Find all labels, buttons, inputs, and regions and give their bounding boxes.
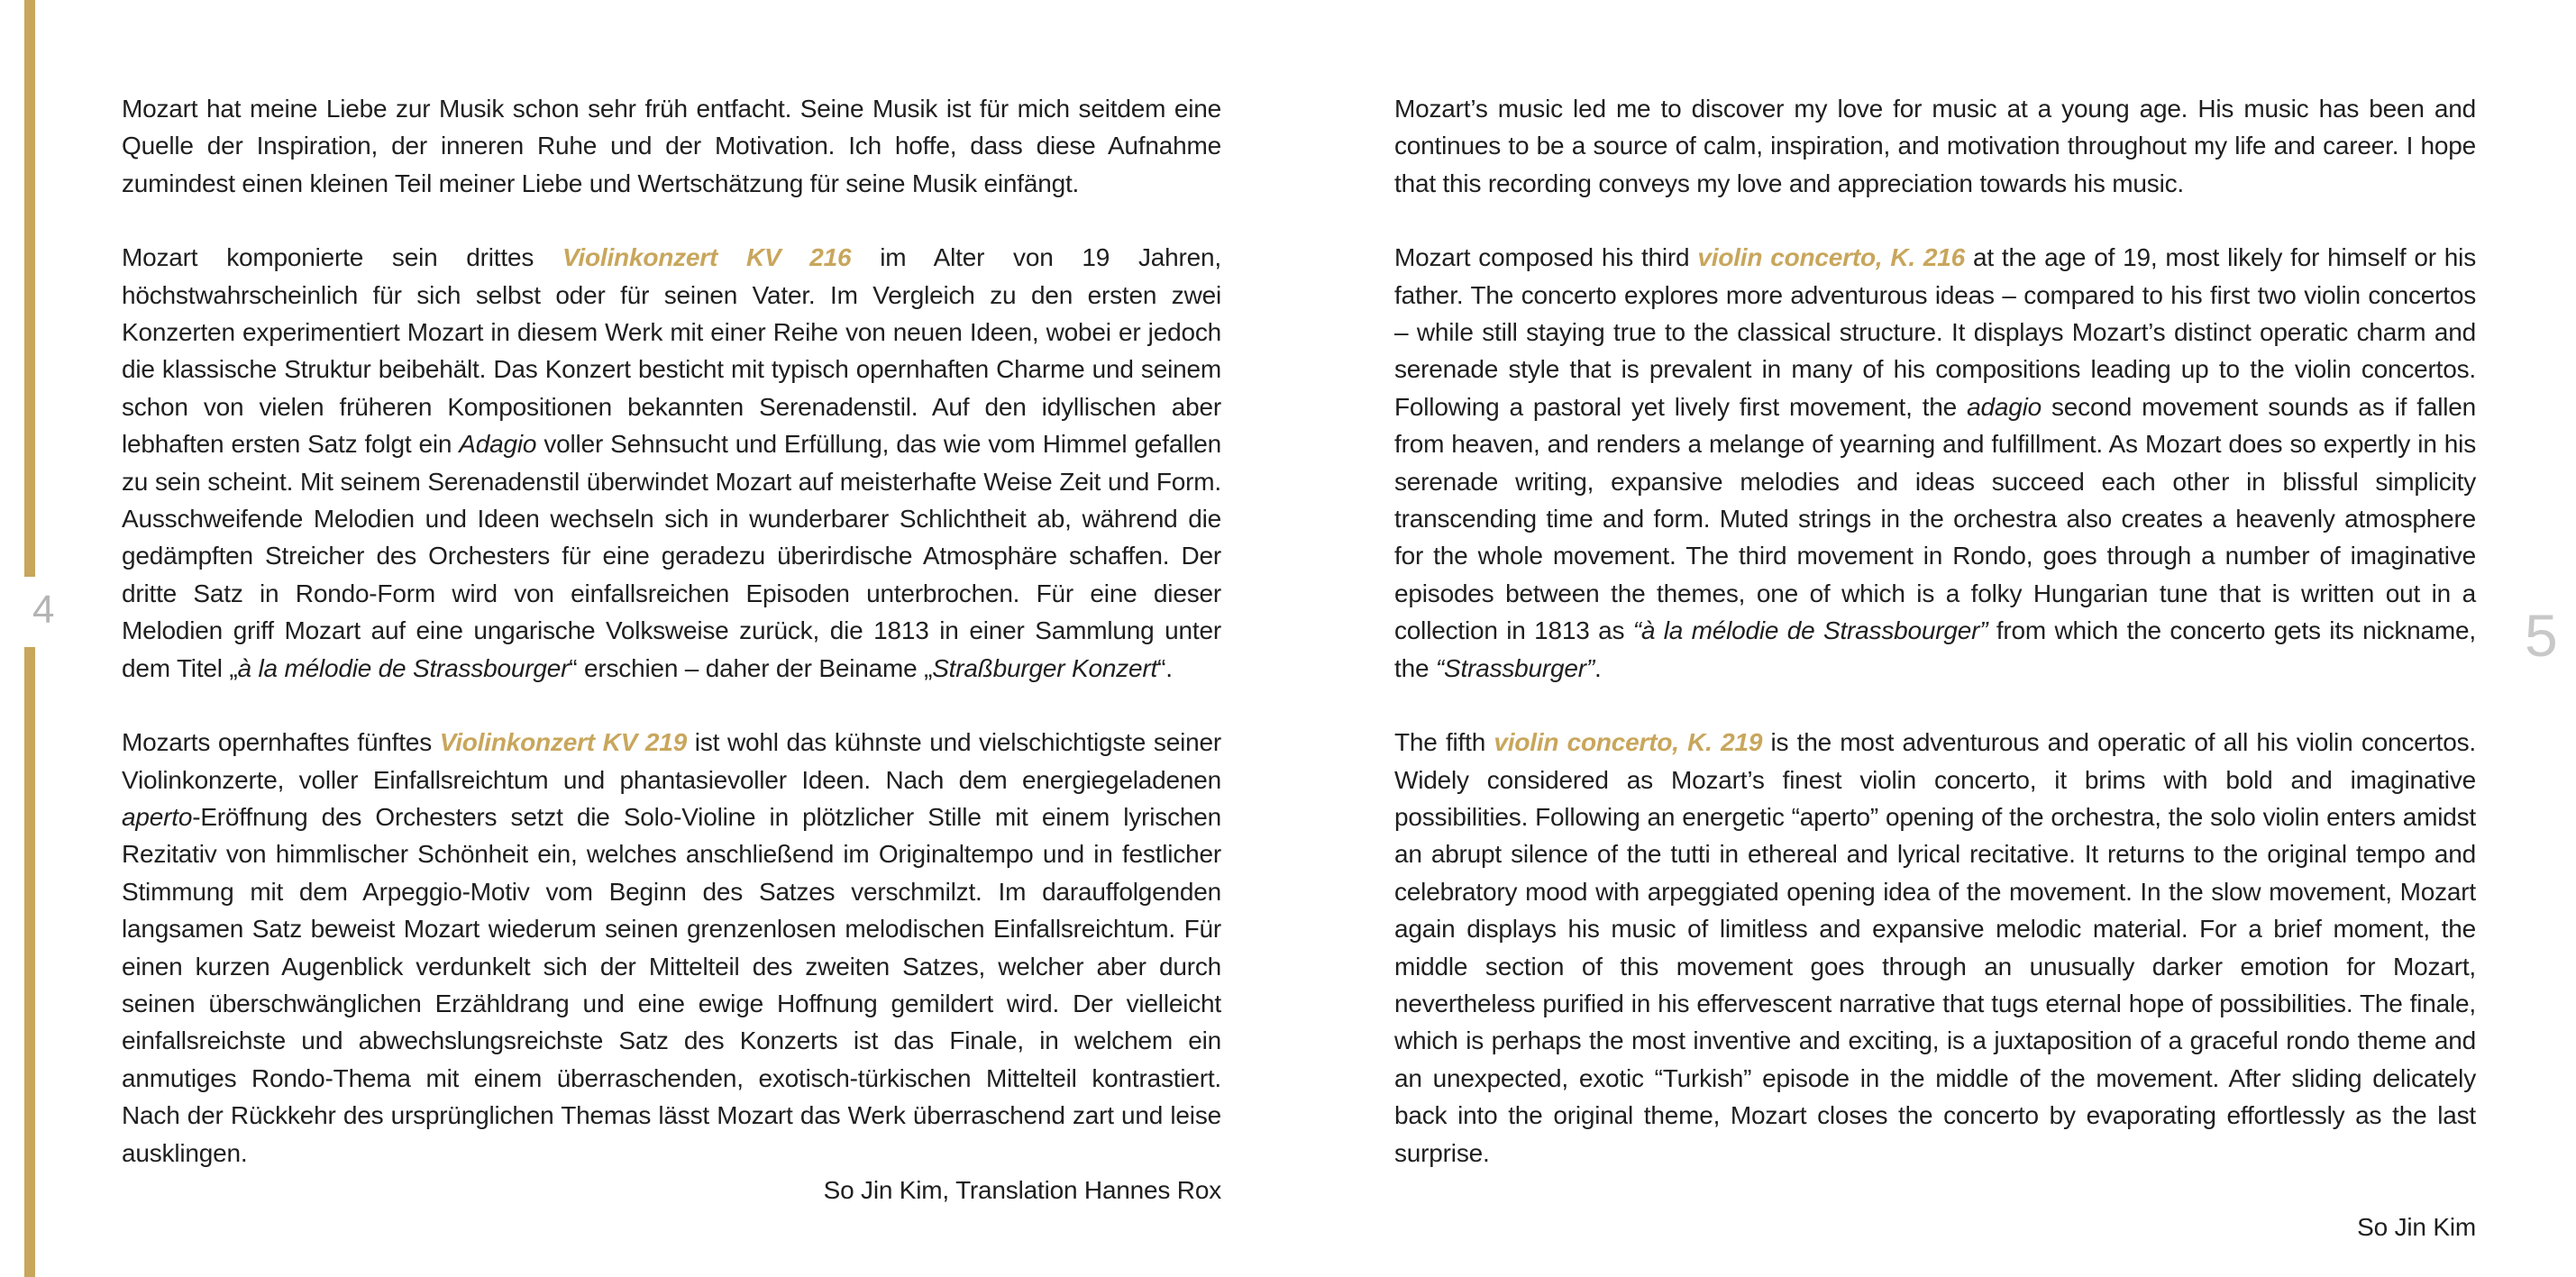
text-segment: ist wohl das kühnste und vielschichtigste seiner Violinkonzerte, voller Einfallsreichtum und phantasievoller Ideen. Nach dem energiegeladenen <box>122 728 1221 794</box>
text-segment: aperto <box>122 802 193 831</box>
text-segment: -Eröffnung des Orchesters setzt die Solo-Violine in plötzlicher Stille mit einem lyrischen Rezitativ von himmlischer Schönheit ein, welches anschließend im Originaltempo und in festlicher Stimmung mit dem Arpeggio-Motiv vom Beginn des Satzes verschmilzt. Im darauffolgenden langsamen Satz beweist Mozart wiederum seinen grenzenlosen melodischen Einfallsreichtum. Für einen kurzen Augenblick verdunkelt sich der Mittelteil des zweiten Satzes, welcher aber durch seinen überschwänglichen Erzähldrang und eine ewige Hoffnung gemildert wird. Der vielleicht einfallsreichste und abwechslungsreichste Satz des Konzerts ist das Finale, in welchem ein anmutiges Rondo-Thema mit einem überraschenden, exotisch-türkischen Mittelteil kontrastiert. Nach der Rückkehr des ursprünglichen Themas lässt Mozart das Werk überraschend zart und leise ausklingen. <box>122 802 1221 1167</box>
text-segment: Mozart komponierte sein drittes <box>122 243 562 272</box>
paragraph <box>1394 724 2476 1172</box>
german-text-column <box>122 90 1221 1209</box>
text-segment: à la mélodie de Strassbourger <box>237 653 570 682</box>
text-segment: “Strassburger” <box>1435 653 1595 682</box>
text-segment: is the most adventurous and operatic of all his violin concertos. Widely considered as Mozart’s finest violin concerto, it brims with bold and imaginative possibilities. Following an energetic “aperto” opening of the orchestra, the solo violin enters amidst an abrupt silence of the tutti in ethereal and lyrical recitative. It returns to the original tempo and celebratory mood with arpeggiated opening idea of the movement. In the slow movement, Mozart again displays his music of limitless and expansive melodic material. For a brief moment, the middle section of this movement goes through an unusually darker emotion for Mozart, nevertheless purified in his effervescent narrative that tugs eternal hope of possibilities. The finale, which is perhaps the most inventive and exciting, is a juxtaposition of a graceful rondo theme and an unexpected, exotic “Turkish” episode in the middle of the movement. After sliding delicately back into the original theme, Mozart closes the concerto by evaporating effortlessly as the last surprise. <box>1394 728 2476 1167</box>
paragraph <box>1394 90 2476 202</box>
credit-line-english: So Jin Kim <box>2357 1212 2476 1241</box>
english-paragraphs <box>1394 90 2476 1172</box>
paragraph <box>122 90 1221 202</box>
paragraph <box>122 724 1221 1172</box>
spine-accent-bar-bottom <box>24 647 35 1277</box>
text-segment: at the age of 19, most likely for himself or his father. The concerto explores more adventurous ideas – compared to his first two violin concertos – while still staying true to the classical structure. It displays Mozart’s distinct operatic charm and serenade style that is prevalent in many of his compositions leading up to the violin concertos. Following a pastoral yet lively first movement, the <box>1394 243 2477 421</box>
paragraph <box>122 239 1221 687</box>
english-text-column <box>1394 90 2476 1245</box>
text-segment: The fifth <box>1394 728 1494 757</box>
credit-line-german: So Jin Kim, Translation Hannes Rox <box>823 1175 1221 1204</box>
german-paragraphs <box>122 90 1221 1172</box>
text-segment: im Alter von 19 Jahren, höchstwahrscheinlich für sich selbst oder für seinen Vater. Im Vergleich zu den ersten zwei Konzerten experimentiert Mozart in diesem Werk mit einer Reihe von neuen Ideen, wobei er jedoch die klassische Struktur beibehält. Das Konzert besticht mit typisch opernhaften Charme und seinem schon von vielen früheren Kompositionen bekannten Serenadenstil. Auf den idyllischen aber lebhaften ersten Satz folgt ein <box>122 243 1221 459</box>
work-title-highlight: violin concerto, K. 219 <box>1494 728 1763 757</box>
text-segment: from which the concerto gets its nickname, the <box>1394 616 2476 682</box>
text-segment: Mozarts opernhaftes fünftes <box>122 728 440 757</box>
text-segment: “. <box>1157 653 1173 682</box>
text-segment: adagio <box>1967 392 2042 421</box>
text-segment: Mozart hat meine Liebe zur Musik schon sehr früh entfacht. Seine Musik ist für mich seitdem eine Quelle der Inspiration, der inneren Ruhe und der Motivation. Ich hoffe, dass diese Aufnahme zumindest einen kleinen Teil meiner Liebe und Wertschätzung für seine Musik einfängt. <box>122 95 1221 197</box>
text-segment: “à la mélodie de Strassbourger” <box>1632 616 1988 645</box>
work-title-highlight: violin concerto, K. 216 <box>1697 243 1966 272</box>
text-segment: “ erschien – daher der Beiname „ <box>569 653 933 682</box>
work-title-highlight: Violinkonzert KV 216 <box>562 243 852 272</box>
paragraph <box>1394 239 2476 687</box>
spine-accent-bar-top <box>24 0 35 577</box>
text-segment: Mozart’s music led me to discover my love for music at a young age. His music has been and continues to be a source of calm, inspiration, and motivation throughout my life and career. I hope that this recording conveys my love and appreciation towards his music. <box>1394 95 2476 197</box>
text-segment: voller Sehnsucht und Erfüllung, das wie vom Himmel gefallen zu sein scheint. Mit seinem Serenadenstil überwindet Mozart auf meisterhafte Weise Zeit und Form. Ausschweifende Melodien und Ideen wechseln sich in wunderbarer Schlichtheit ab, während die gedämpften Streicher des Orchesters für eine geradezu überirdische Atmosphäre schaffen. Der dritte Satz in Rondo-Form wird von einfallsreichen Episoden unterbrochen. Für eine dieser Melodien griff Mozart auf eine ungarische Volksweise zurück, die 1813 in einer Sammlung unter dem Titel „ <box>122 430 1221 682</box>
page-number-left: 4 <box>32 588 55 632</box>
text-segment: . <box>1594 653 1602 682</box>
text-segment: Straßburger Konzert <box>932 653 1158 682</box>
text-segment: second movement sounds as if fallen from heaven, and renders a melange of yearning and fulfillment. As Mozart does so expertly in his serenade writing, expansive melodies and ideas succeed each other in blissful simplicity transcending time and form. Muted strings in the orchestra also creates a heavenly atmosphere for the whole movement. The third movement in Rondo, goes through a number of imaginative episodes between the themes, one of which is a folky Hungarian tune that is written out in a collection in 1813 as <box>1394 392 2477 645</box>
text-segment: Adagio <box>459 430 537 459</box>
text-segment: Mozart composed his third <box>1394 243 1698 272</box>
work-title-highlight: Violinkonzert KV 219 <box>439 728 688 757</box>
page-number-right: 5 <box>2525 602 2558 669</box>
